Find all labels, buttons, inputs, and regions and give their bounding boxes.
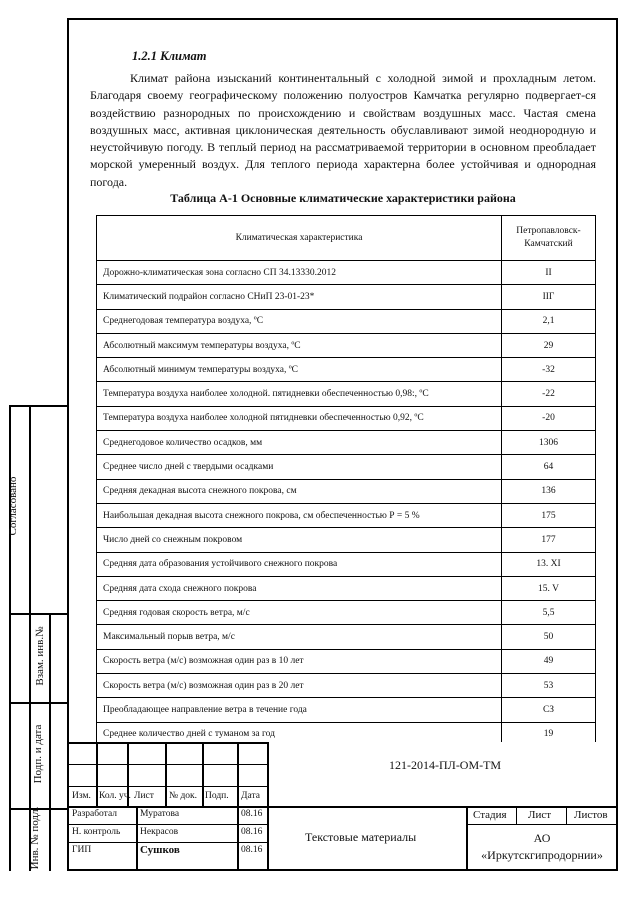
row-value: -22 — [502, 382, 596, 406]
row-value: 136 — [502, 479, 596, 503]
table-row — [97, 576, 596, 600]
row-value: 177 — [502, 528, 596, 552]
sidebar-sign-date: Подп. и дата — [32, 724, 44, 784]
organization-line1: АО — [533, 831, 551, 845]
row-label: Скорость ветра (м/с) возможная один раз в 10 лет — [97, 649, 502, 673]
stamp-sheet-label: Лист — [528, 809, 552, 821]
col-header-location: Петропавловск-Камчатский — [502, 216, 596, 261]
stamp-role-chief: ГИП — [72, 845, 92, 855]
row-label: Среднегодовое количество осадков, мм — [97, 431, 502, 455]
row-label: Скорость ветра (м/с) возможная один раз в 20 лет — [97, 674, 502, 698]
stamp-date-developer: 08.16 — [241, 809, 263, 819]
row-value: 53 — [502, 674, 596, 698]
row-label: Температура воздуха наиболее холодной пятидневки обеспеченностью 0,92, ºС — [97, 406, 502, 430]
table-row — [97, 382, 596, 406]
table-row — [97, 649, 596, 673]
stamp-col-sign: Подп. — [205, 791, 229, 801]
stamp-name-control: Некрасов — [140, 827, 179, 837]
table-header-row — [97, 216, 596, 261]
row-value: 15. V — [502, 576, 596, 600]
row-value: 1306 — [502, 431, 596, 455]
stamp-name-chief: Сушков — [140, 844, 180, 856]
row-label: Средняя дата схода снежного покрова — [97, 576, 502, 600]
row-value: 19 — [502, 722, 596, 746]
stamp-col-count: Кол. уч. — [99, 791, 131, 801]
table-row — [97, 406, 596, 430]
row-label: Наибольшая декадная высота снежного покрова, см обеспеченностью Р = 5 % — [97, 503, 502, 527]
organization-line2: «Иркутскгипродорнии» — [481, 848, 603, 862]
table-row — [97, 528, 596, 552]
row-value: 175 — [502, 503, 596, 527]
sidebar-replaced-inv: Взам. инв.№ — [34, 626, 46, 686]
table-row — [97, 552, 596, 576]
table-row — [97, 503, 596, 527]
sidebar-orig-inv: Инв. № подл. — [29, 806, 41, 870]
row-label: Климатический подрайон согласно СНиП 23-01-23* — [97, 285, 502, 309]
row-value: 49 — [502, 649, 596, 673]
table-row — [97, 358, 596, 382]
row-label: Абсолютный максимум температуры воздуха, ºС — [97, 333, 502, 357]
row-value: 2,1 — [502, 309, 596, 333]
stamp-name-developer: Муратова — [140, 809, 180, 819]
document-title: Текстовые материалы — [305, 830, 417, 844]
row-label: Число дней со снежным покровом — [97, 528, 502, 552]
row-value: 13. XI — [502, 552, 596, 576]
row-value: 64 — [502, 455, 596, 479]
row-value: II — [502, 261, 596, 285]
section-paragraph: Климат района изысканий континентальный с холодной зимой и прохладным летом. Благодаря своему географическому положению полуостров Камчатка регулярно подвергает-ся воздействию разнородных по происхождению и свойствам воздушных масс. Частая смена воздушных масс, активная циклоническая деятельность обуславливают зимой неоднородную и неустойчивую погоду. В теплый период на рассматриваемой территории в основном преобладает морской умеренный воздух. Для теплого периода характерна более устойчивая и однородная погода. — [90, 71, 596, 189]
row-value: СЗ — [502, 698, 596, 722]
row-value: -32 — [502, 358, 596, 382]
table-row — [97, 625, 596, 649]
row-value: 29 — [502, 333, 596, 357]
row-label: Дорожно-климатическая зона согласно СП 34.13330.2012 — [97, 261, 502, 285]
sidebar-agreed: Согласовано — [7, 476, 19, 536]
stamp-date-chief: 08.16 — [241, 845, 263, 855]
climate-table — [96, 215, 596, 771]
table-row — [97, 698, 596, 722]
table-row — [97, 601, 596, 625]
document-number: 121-2014-ПЛ-ОМ-ТМ — [389, 758, 501, 772]
table-row — [97, 309, 596, 333]
stamp-role-control: Н. контроль — [72, 827, 121, 837]
row-label: Абсолютный минимум температуры воздуха, ºС — [97, 358, 502, 382]
stamp-stage-label: Стадия — [473, 809, 507, 821]
row-value: 5,5 — [502, 601, 596, 625]
table-row — [97, 285, 596, 309]
row-label: Среднее число дней с твердыми осадками — [97, 455, 502, 479]
row-label: Средняя декадная высота снежного покрова, см — [97, 479, 502, 503]
stamp-col-change: Изм. — [72, 791, 91, 801]
row-label: Средняя годовая скорость ветра, м/с — [97, 601, 502, 625]
section-heading: 1.2.1 Климат — [132, 49, 207, 63]
stamp-date-control: 08.16 — [241, 827, 263, 837]
row-label: Температура воздуха наиболее холодной. пятидневки обеспеченностью 0,98:, ºС — [97, 382, 502, 406]
table-row — [97, 333, 596, 357]
row-label: Среднегодовая температура воздуха, ºС — [97, 309, 502, 333]
stamp-col-sheet: Лист — [134, 791, 154, 801]
stamp-col-date: Дата — [241, 791, 260, 801]
row-value: 50 — [502, 625, 596, 649]
row-label: Максимальный порыв ветра, м/с — [97, 625, 502, 649]
table-caption: Таблица А-1 Основные климатические характеристики района — [170, 191, 516, 205]
table-row — [97, 431, 596, 455]
table-row — [97, 674, 596, 698]
row-label: Преобладающее направление ветра в течение года — [97, 698, 502, 722]
row-label: Среднее количество дней с туманом за год — [97, 722, 502, 746]
stamp-role-developer: Разработал — [72, 809, 117, 819]
table-row — [97, 479, 596, 503]
row-label: Средняя дата образования устойчивого снежного покрова — [97, 552, 502, 576]
table-row — [97, 261, 596, 285]
table-row — [97, 455, 596, 479]
stamp-sheets-label: Листов — [574, 809, 608, 821]
row-value: -20 — [502, 406, 596, 430]
stamp-col-docnum: № док. — [169, 791, 198, 801]
row-value: IIГ — [502, 285, 596, 309]
col-header-characteristic: Климатическая характеристика — [97, 216, 502, 261]
